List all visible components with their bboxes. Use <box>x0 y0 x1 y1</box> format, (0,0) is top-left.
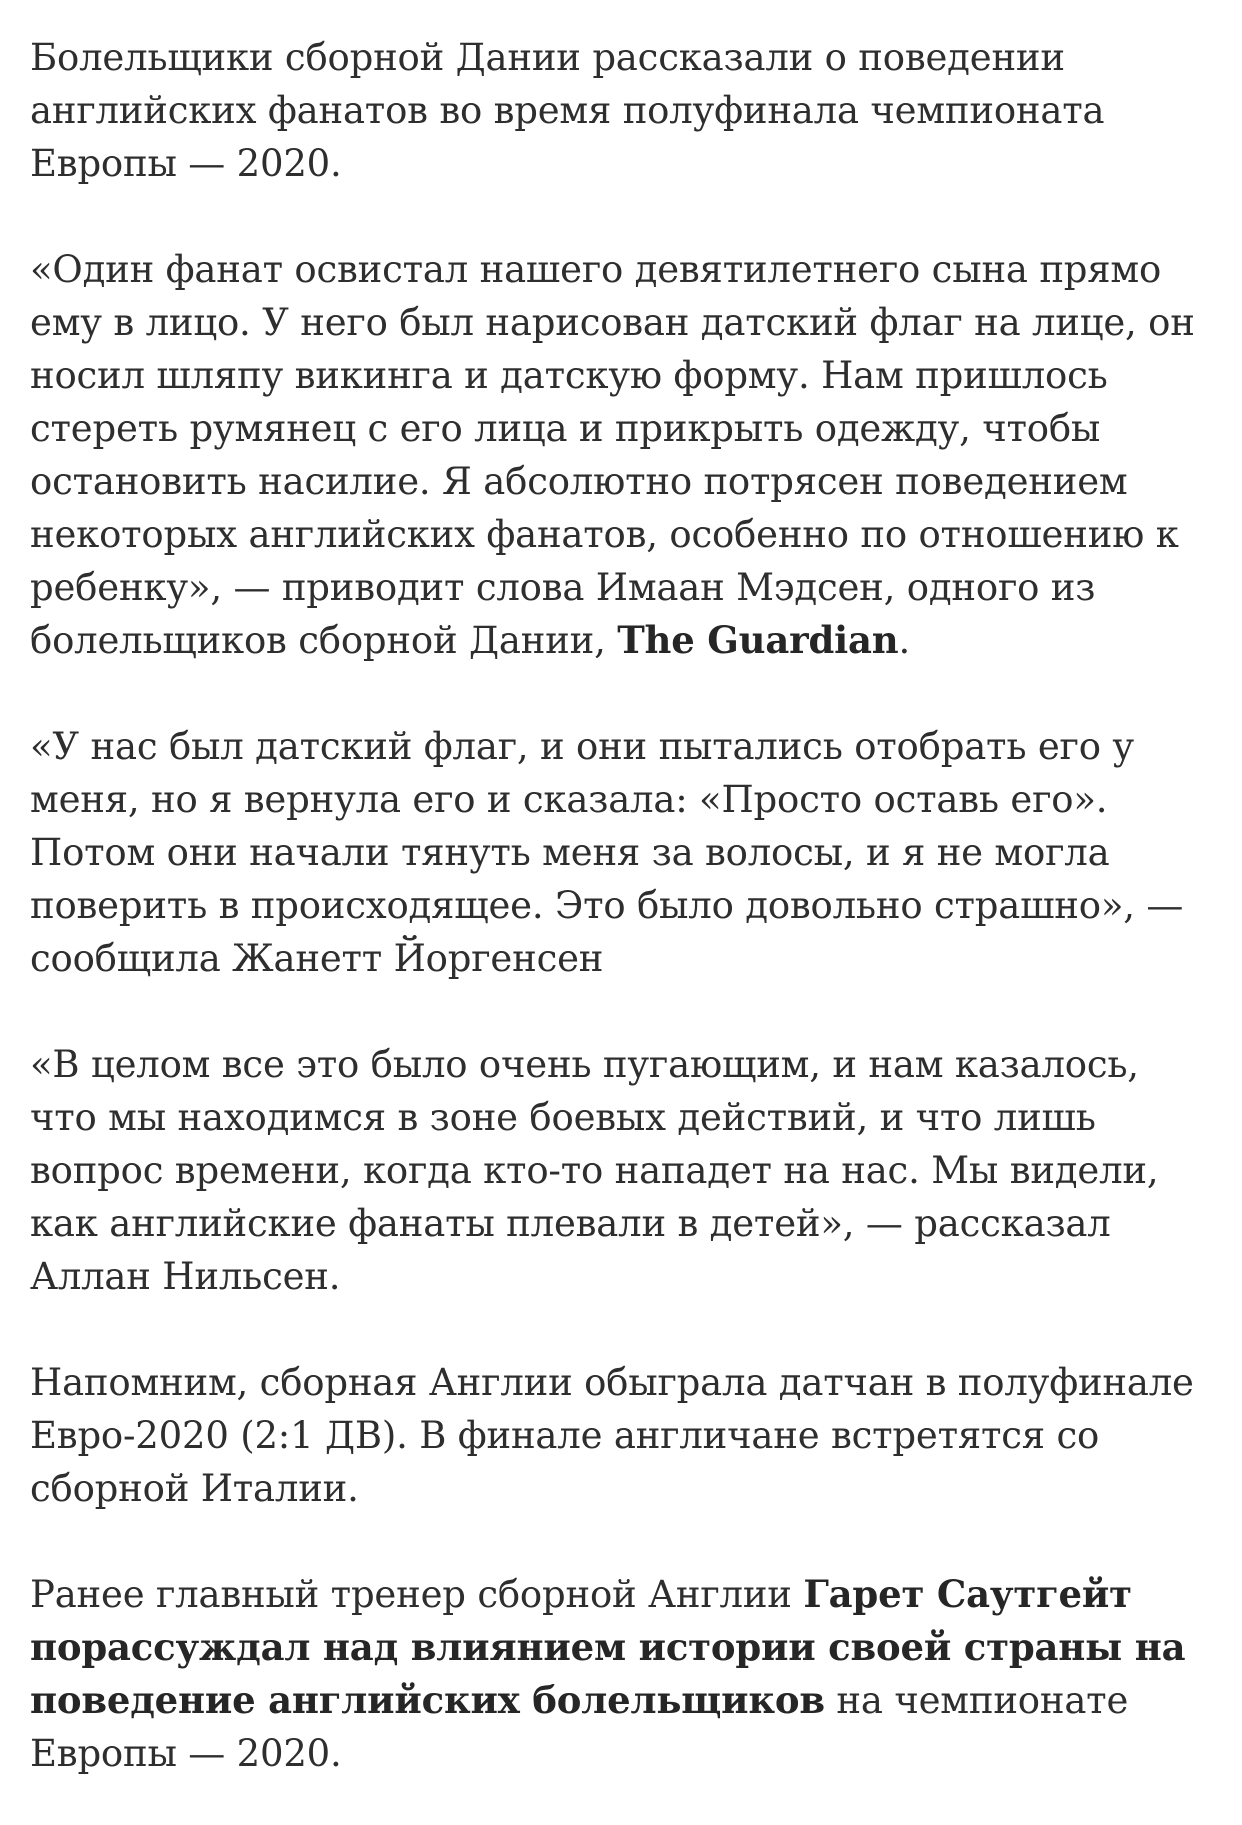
southgate-text-start: Ранее главный тренер сборной Англии <box>30 1573 804 1616</box>
related-article-link-southgate[interactable]: Гарет Саутгейт порассуждал над влиянием истории своей страны на поведение английских болельщиков <box>30 1572 1186 1722</box>
paragraph-intro: Болельщики сборной Дании рассказали о поведении английских фанатов во время полуфинала чемпионата Европы — 2020. <box>30 36 1105 185</box>
paragraph-match-result: Напомним, сборная Англии обыграла датчан в полуфинале Евро-2020 (2:1 ДВ). В финале англичане встретятся со сборной Италии. <box>30 1361 1194 1510</box>
paragraph-southgate <box>30 1568 1216 1780</box>
quote-madsen-text: «Один фанат освистал нашего девятилетнего сына прямо ему в лицо. У него был нарисован датский флаг на лице, он носил шляпу викинга и датскую форму. Нам пришлось стереть румянец с его лица и прикрыть одежду, чтобы остановить насилие. Я абсолютно потрясен поведением некоторых английских фанатов, особенно по отношению к ребенку», — приводит слова Имаан Мэдсен, одного из болельщиков сборной Дании, <box>30 248 1195 662</box>
paragraph-quote-madsen <box>30 243 1216 667</box>
paragraph-quote-jorgensen: «У нас был датский флаг, и они пытались отобрать его у меня, но я вернула его и сказала: «Просто оставь его». Потом они начали тянуть меня за волосы, и я не могла поверить в происходящее. Это было довольно страшно», — сообщила Жанетт Йоргенсен <box>30 725 1184 980</box>
quote-madsen-end: . <box>898 619 911 662</box>
paragraph-quote-nielsen: «В целом все это было очень пугающим, и нам казалось, что мы находимся в зоне боевых действий, и что лишь вопрос времени, когда кто-то нападет на нас. Мы видели, как английские фанаты плевали в детей», — рассказал Аллан Нильсен. <box>30 1043 1159 1298</box>
source-link-the-guardian[interactable]: The Guardian <box>617 618 899 662</box>
southgate-text-end: на чемпионате Европы — 2020. <box>30 1679 1129 1775</box>
article-body <box>30 31 1216 1780</box>
